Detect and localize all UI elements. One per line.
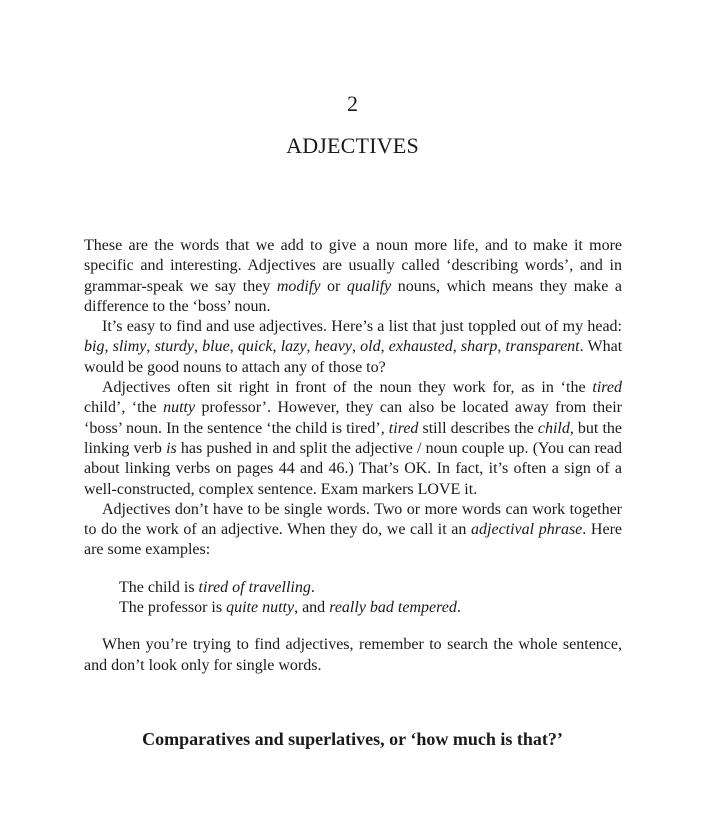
text-run: , — [272, 338, 281, 356]
text-run: It’s easy to find and use adjectives. Here’s a list that just toppled out of my head: — [102, 318, 622, 336]
italic-text-run: quick — [237, 338, 273, 356]
text-run: The child is — [119, 578, 199, 596]
text-run: , but the linking verb — [84, 419, 622, 457]
text-run: , — [380, 338, 389, 356]
italic-text-run: child — [537, 419, 570, 437]
italic-text-run: sharp — [460, 338, 498, 356]
italic-text-run: blue — [202, 338, 230, 356]
body-text — [84, 236, 622, 676]
text-run: or — [320, 277, 347, 295]
italic-text-run: qualify — [346, 277, 392, 295]
italic-text-run: heavy — [314, 338, 352, 356]
italic-text-run: transparent — [505, 338, 580, 356]
chapter-title: ADJECTIVES — [286, 133, 419, 158]
text-run: The professor is — [119, 599, 227, 617]
italic-text-run: slimy — [112, 338, 147, 356]
italic-text-run: big — [84, 338, 105, 356]
italic-text-run: nutty — [163, 399, 196, 417]
italic-text-run: tired — [592, 379, 622, 397]
text-run: These are the words that we add to give a noun more life, and to make it more specific and interesting. Adjectives are usually called ‘describing words’, and in grammar-speak we say they — [84, 237, 622, 295]
text-run: , and — [294, 599, 330, 617]
text-run: . — [310, 578, 315, 596]
text-run: nouns, which means they make a difference to the ‘boss’ noun. — [84, 277, 622, 315]
paragraph-1 — [84, 236, 622, 317]
text-run: , — [306, 338, 315, 356]
example-line-1 — [119, 578, 622, 598]
text-run: child’, ‘the — [84, 399, 164, 417]
paragraph-3 — [84, 378, 622, 500]
text-run: , — [229, 338, 238, 356]
text-run: , — [104, 338, 113, 356]
italic-text-run: adjectival phrase — [471, 521, 583, 539]
italic-text-run: really bad tempered — [329, 599, 457, 617]
italic-text-run: old — [360, 338, 381, 356]
paragraph-4 — [84, 500, 622, 561]
italic-text-run: tired of travelling — [198, 578, 311, 596]
italic-text-run: lazy — [280, 338, 307, 356]
italic-text-run: modify — [276, 277, 321, 295]
chapter-number: 2 — [347, 91, 358, 116]
text-run: , — [497, 338, 506, 356]
text-run: Adjectives often sit right in front of the noun they work for, as in ‘the — [102, 379, 593, 397]
examples-block — [119, 578, 622, 619]
closing-paragraph — [84, 635, 622, 676]
text-run: , — [193, 338, 203, 356]
text-run: . Here are some examples: — [84, 521, 623, 559]
text-run: . What would be good nouns to attach any of those to? — [84, 338, 623, 376]
text-run: , — [351, 338, 361, 356]
section-heading: Comparatives and superlatives, or ‘how much is that?’ — [142, 729, 563, 749]
italic-text-run: is — [166, 439, 177, 457]
text-run: , — [146, 338, 155, 356]
italic-text-run: exhausted — [388, 338, 453, 356]
text-run: has pushed in and split the adjective / noun couple up. (You can read about linking verbs on pages 44 and 46.) That’s OK. In fact, it’s often a sign of a well-constructed, complex sentence. Exam markers LOVE it. — [84, 439, 623, 498]
italic-text-run: quite nutty — [226, 599, 295, 617]
paragraph-2 — [84, 317, 622, 378]
text-run: When you’re trying to find adjectives, remember to search the whole sentence, and don’t look only for single words. — [84, 636, 622, 674]
example-line-2 — [119, 598, 622, 618]
text-run: , — [452, 338, 461, 356]
text-run: . — [456, 599, 461, 617]
text-run: Adjectives don’t have to be single words. Two or more words can work together to do the work of an adjective. When they do, we call it an — [84, 500, 622, 539]
text-run: professor’. However, they can also be located away from their ‘boss’ noun. In the sentence ‘the child is tired’, — [84, 399, 622, 437]
italic-text-run: tired — [388, 419, 419, 437]
italic-text-run: sturdy — [154, 338, 194, 356]
text-run: still describes the — [418, 419, 538, 437]
